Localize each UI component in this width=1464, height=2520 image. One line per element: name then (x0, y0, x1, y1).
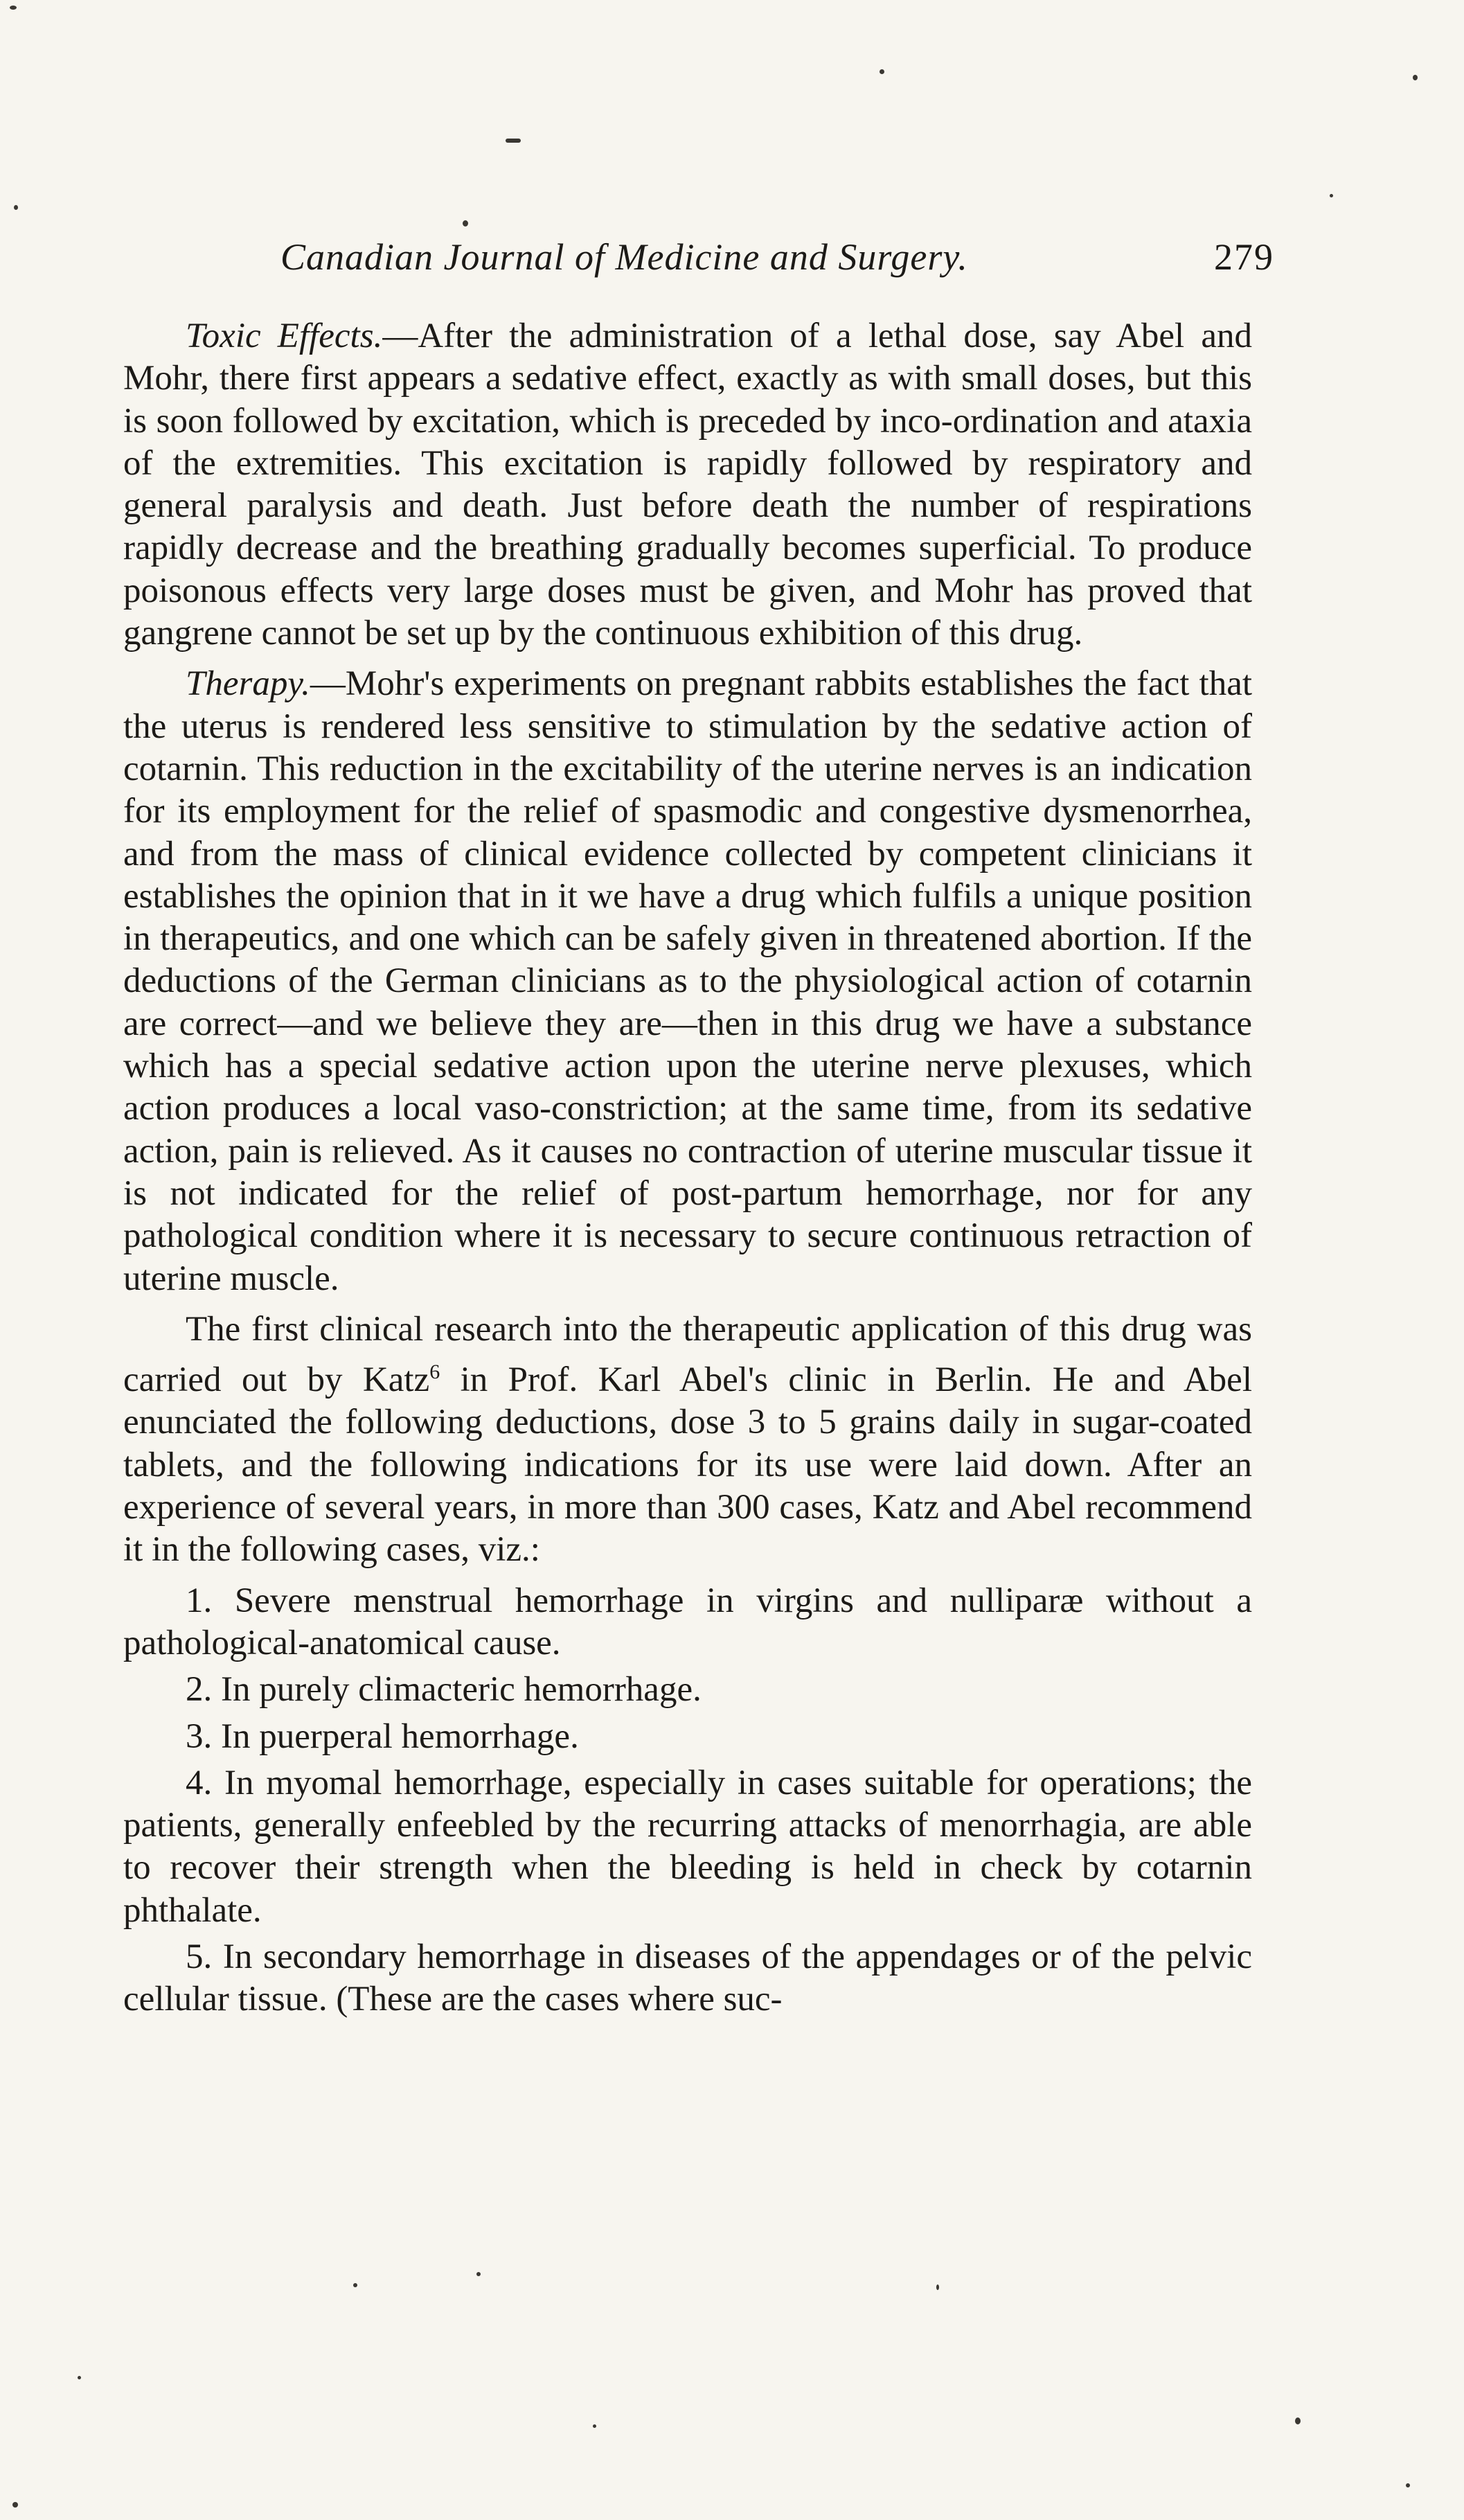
page-number: 279 (1214, 236, 1274, 278)
research-paragraph (123, 1308, 1252, 1572)
case-item-2: 2. In purely climacteric hemorrhage. (186, 1670, 702, 1710)
scan-speck (936, 2284, 939, 2290)
case-item-5: 5. In secondary hemorrhage in diseases of the appendages or of the pelvic cellular tissue. (These are the cases where suc- (123, 1937, 1252, 2019)
scan-speck (78, 2376, 81, 2379)
article-body (123, 315, 1252, 2025)
footnote-reference: 6 (429, 1360, 440, 1384)
scan-speck (12, 2502, 18, 2508)
research-text-after-ref: in Prof. Karl Abel's clinic in Berlin. He and Abel enunciated the following deductions, dose 3 to 5 grains daily in sugar-coated tablets, and the following indications for its use were laid down. After an experience of several years, in more than 300 cases, Katz and Abel recommend it in the following cases, viz.: (123, 1360, 1252, 1570)
running-header (256, 236, 1274, 291)
toxic-effects-text: —After the administration of a lethal dose, say Abel and Mohr, there first appears a sedative effect, exactly as with small doses, but this is soon followed by excitation, which is preceded by inco-ordination and ataxia of the extremities. This excitation is rapidly followed by respiratory and general paralysis and death. Just before death the number of respirations rapidly decrease and the breathing gradually becomes superficial. To produce poisonous effects very large doses must be given, and Mohr has proved that gangrene cannot be set up by the continuous exhibition of this drug. (123, 317, 1253, 653)
scan-speck (476, 2272, 481, 2276)
scan-speck (14, 205, 18, 210)
scan-speck (1413, 75, 1418, 80)
scan-speck (1295, 2417, 1301, 2424)
scan-speck (880, 69, 884, 74)
scan-speck (1406, 2483, 1410, 2487)
scan-speck (10, 6, 17, 10)
therapy-paragraph (123, 663, 1252, 1299)
therapy-text: —Mohr's experiments on pregnant rabbits establishes the fact that the uterus is rendered less sensitive to stimulation by the sedative action of cotarnin. This reduction in the excitability of the uterine nerves is an indication for its employment for the relief of spasmodic and congestive dysmenorrhea, and from the mass of clinical evidence collected by competent clinicians it establishes the opinion that in it we have a drug which fulfils a unique position in therapeutics, and one which can be safely given in threatened abortion. If the deductions of the German clinicians as to the physiological action of cotarnin are correct—and we believe they are—then in this drug we have a substance which has a special sedative action upon the uterine nerve plexuses, which action produces a local vaso-constriction; at the same time, from its sedative action, pain is relieved. As it causes no contraction of uterine muscular tissue it is not indicated for the relief of post-partum hemorrhage, nor for any pathological condition where it is necessary to secure continuous retraction of uterine muscle. (123, 664, 1252, 1298)
therapy-heading: Therapy. (186, 664, 310, 704)
toxic-effects-paragraph (123, 315, 1252, 655)
scan-speck (506, 139, 521, 143)
scan-speck (353, 2283, 357, 2287)
toxic-effects-heading: Toxic Effects. (186, 317, 383, 355)
research-text-before-ref: The first clinical research into the therapeutic application of this drug was carried out by Katz (123, 1309, 1252, 1400)
scan-speck (463, 220, 468, 227)
case-item-3: 3. In puerperal hemorrhage. (186, 1716, 579, 1756)
scan-speck (1330, 194, 1333, 197)
journal-title: Canadian Journal of Medicine and Surgery. (280, 236, 968, 278)
case-item-1: 1. Severe menstrual hemorrhage in virgins and nulliparæ without a pathological-anatomical cause. (123, 1581, 1252, 1662)
scan-speck (593, 2424, 596, 2428)
case-item-4: 4. In myomal hemorrhage, especially in cases suitable for operations; the patients, generally enfeebled by the recurring attacks of menorrhagia, are able to recover their strength when the bleeding is held in check by cotarnin phthalate. (123, 1763, 1252, 1930)
